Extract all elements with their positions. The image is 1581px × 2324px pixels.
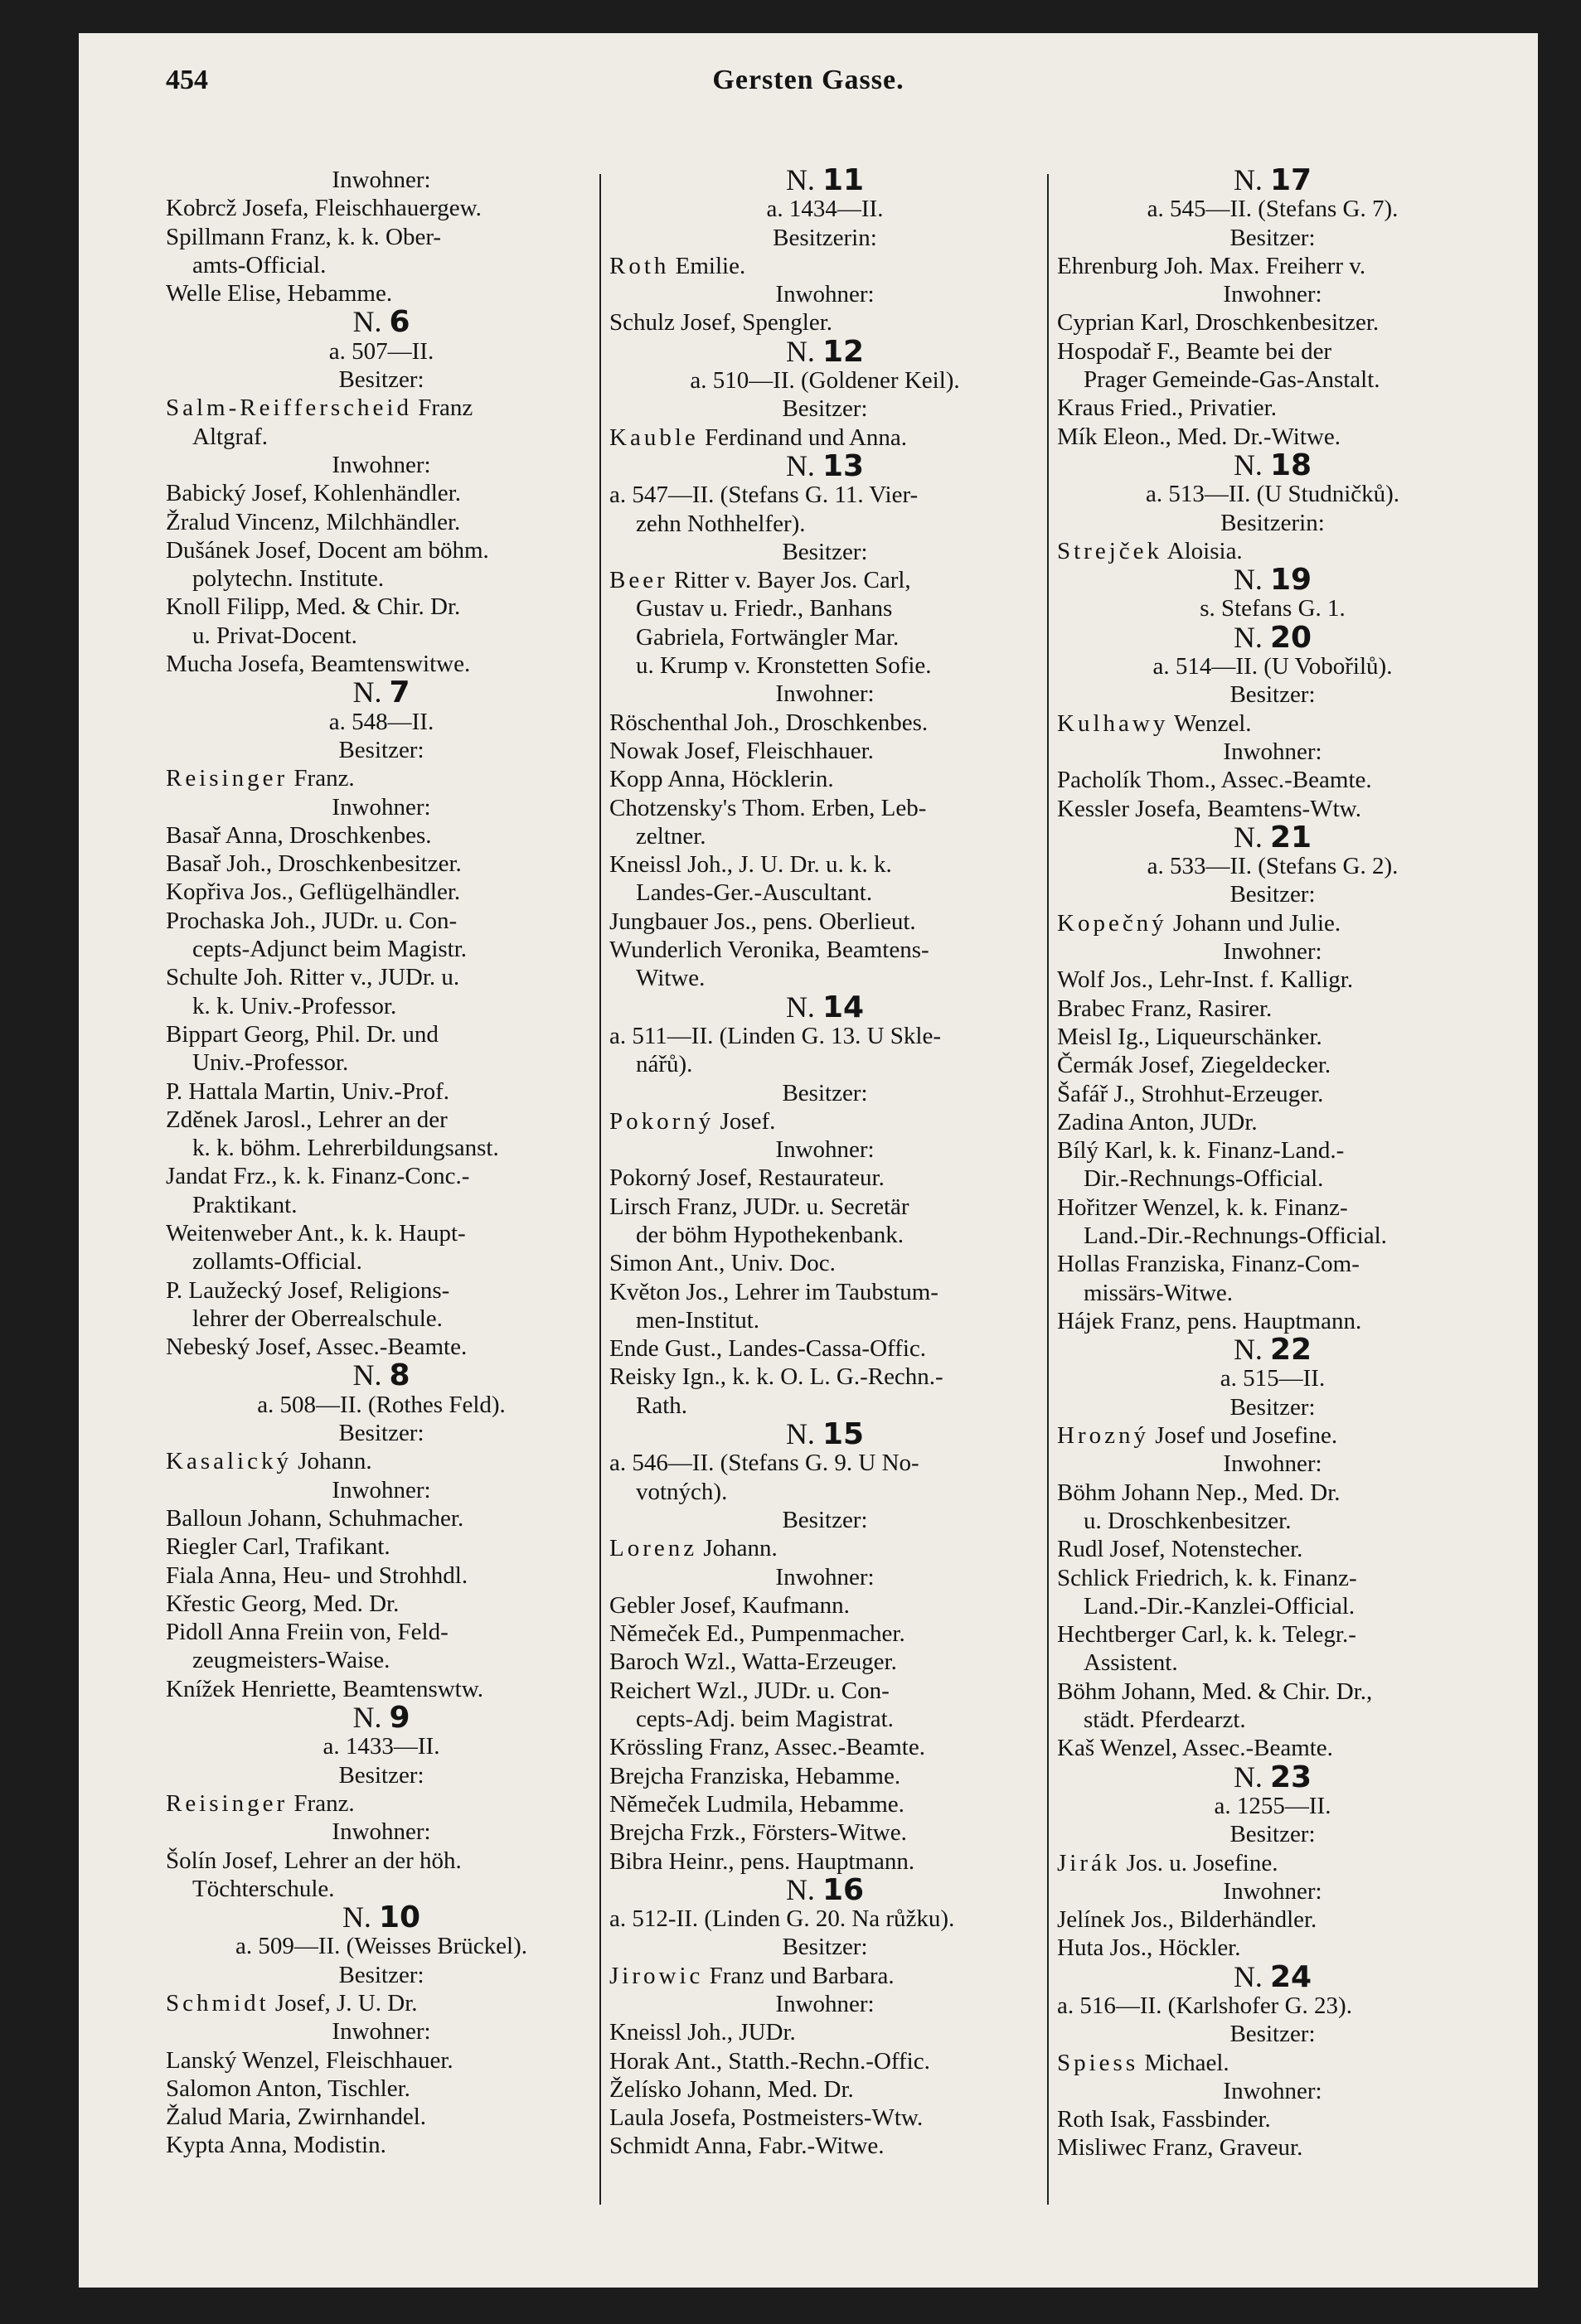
column-divider — [599, 174, 601, 2205]
house-number-heading — [166, 678, 597, 707]
section-label: Inwohner: — [775, 1563, 875, 1590]
house-number-prefix: N. — [352, 678, 382, 708]
section-label: Inwohner: — [775, 281, 875, 308]
owner-entry — [609, 1107, 1040, 1135]
owner-name: Roth — [609, 252, 670, 279]
entry-continuation: Prager Gemeinde-Gas-Anstalt. — [1084, 366, 1380, 394]
resident-entry: Bibra Heinr., pens. Hauptmann. — [609, 1847, 915, 1875]
entry-continuation: zeugmeisters-Waise. — [192, 1647, 390, 1674]
entry-continuation: missärs-Witwe. — [1084, 1279, 1234, 1306]
entry-continuation: k. k. Univ.-Professor. — [192, 992, 397, 1019]
resident-entry: Wolf Jos., Lehr-Inst. f. Kalligr. — [1057, 966, 1354, 994]
house-number-prefix: N. — [1233, 565, 1263, 595]
house-number-value: 22 — [1269, 1335, 1312, 1365]
resident-entry: Böhm Johann Nep., Med. Dr. — [1057, 1479, 1341, 1506]
resident-entry: Salomon Anton, Tischler. — [166, 2075, 410, 2102]
house-number-prefix: N. — [1233, 166, 1263, 196]
column-middle — [609, 166, 1040, 2161]
house-number-prefix: N. — [785, 1875, 815, 1905]
house-number-value: 21 — [1269, 822, 1312, 853]
resident-entry: Kneissl Joh., JUDr. — [609, 2019, 796, 2046]
owner-detail: Johann. — [291, 1448, 372, 1475]
resident-entry: Hechtberger Carl, k. k. Telegr.- — [1057, 1621, 1356, 1649]
resident-entry: a. 546—II. (Stefans G. 9. U No- — [609, 1450, 919, 1477]
owner-name: Pokorný — [609, 1107, 715, 1135]
section-label: Besitzer: — [782, 538, 868, 565]
entry-continuation: u. Privat-Docent. — [192, 622, 357, 649]
owner-name: Lorenz — [609, 1535, 698, 1562]
owner-entry — [166, 1447, 597, 1475]
house-number-prefix: N. — [785, 1420, 815, 1450]
resident-entry: P. Hattala Martin, Univ.-Prof. — [166, 1077, 450, 1105]
entry-continuation: Landes-Ger.-Auscultant. — [636, 879, 873, 907]
house-number-heading — [609, 337, 1040, 366]
house-number-heading — [1057, 823, 1488, 852]
owner-detail: Johann und Julie. — [1166, 909, 1341, 937]
house-number-value: 24 — [1269, 1962, 1312, 1992]
house-number-prefix: N. — [1233, 450, 1263, 481]
resident-entry: Röschenthal Joh., Droschkenbes. — [609, 709, 929, 736]
house-number-prefix: N. — [352, 307, 382, 337]
section-label: a. 548—II. — [328, 708, 434, 735]
resident-entry: Hořitzer Wenzel, k. k. Finanz- — [1057, 1193, 1348, 1221]
section-label: Besitzer: — [338, 1761, 424, 1789]
resident-entry: Zadina Anton, JUDr. — [1057, 1108, 1258, 1135]
house-number-heading — [1057, 166, 1488, 195]
resident-entry: Horak Ant., Statth.-Rechn.-Offic. — [609, 2047, 930, 2075]
entry-continuation: polytechn. Institute. — [192, 565, 385, 593]
resident-entry: Brejcha Franziska, Hebamme. — [609, 1762, 901, 1789]
resident-entry: Ehrenburg Joh. Max. Freiherr v. — [1057, 252, 1366, 279]
entry-continuation: men-Institut. — [636, 1306, 760, 1334]
page — [79, 33, 1538, 2288]
entry-continuation: Töchterschule. — [192, 1875, 335, 1902]
entry-continuation: k. k. böhm. Lehrerbildungsanst. — [192, 1135, 499, 1162]
entry-continuation: Univ.-Professor. — [192, 1049, 349, 1077]
owner-entry — [1057, 537, 1488, 565]
entry-continuation: städt. Pferdearzt. — [1084, 1707, 1246, 1734]
section-label: a. 507—II. — [328, 337, 434, 365]
section-label: s. Stefans G. 1. — [1200, 595, 1346, 622]
resident-entry: Jungbauer Jos., pens. Oberlieut. — [609, 908, 916, 935]
owner-entry — [1057, 2049, 1488, 2077]
resident-entry: Lirsch Franz, JUDr. u. Secretär — [609, 1193, 909, 1220]
resident-entry: Žralud Vincenz, Milchhändler. — [166, 508, 461, 535]
house-number-heading — [1057, 451, 1488, 480]
page-number: 454 — [166, 65, 208, 95]
owner-name: Salm-Reifferscheid — [166, 395, 412, 422]
section-label: Besitzer: — [1229, 1821, 1316, 1848]
resident-entry: Kobrcž Josefa, Fleischhauergew. — [166, 195, 482, 222]
entry-continuation: cepts-Adj. beim Magistrat. — [636, 1706, 894, 1733]
house-number-value: 15 — [822, 1420, 865, 1450]
house-number-heading — [609, 1876, 1040, 1905]
resident-entry: Jandat Frz., k. k. Finanz-Conc.- — [166, 1163, 470, 1190]
section-label: Besitzer: — [1229, 224, 1316, 251]
page-header — [79, 65, 1538, 106]
owner-detail: Aloisia. — [1162, 537, 1243, 564]
house-number-value: 18 — [1269, 450, 1312, 481]
house-number-value: 11 — [822, 166, 865, 196]
resident-entry: Němeček Ludmila, Hebamme. — [609, 1790, 904, 1818]
house-number-heading — [1057, 1335, 1488, 1364]
owner-entry — [1057, 709, 1488, 738]
resident-entry: Šafář J., Strohhut-Erzeuger. — [1057, 1080, 1324, 1107]
entry-continuation: Gabriela, Fortwängler Mar. — [636, 623, 900, 651]
resident-entry: Huta Jos., Höckler. — [1057, 1934, 1241, 1962]
resident-entry: Baroch Wzl., Watta-Erzeuger. — [609, 1649, 897, 1676]
page-title: Gersten Gasse. — [712, 65, 904, 95]
section-label: a. 509—II. (Weisses Brückel). — [235, 1933, 527, 1960]
entry-continuation: der böhm Hypothekenbank. — [636, 1221, 904, 1248]
resident-entry: a. 511—II. (Linden G. 13. U Skle- — [609, 1022, 942, 1049]
house-number-value: 16 — [822, 1875, 865, 1905]
house-number-heading — [166, 1361, 597, 1390]
house-number-prefix: N. — [352, 1361, 382, 1391]
section-label: Besitzer: — [782, 1506, 868, 1533]
section-label: Inwohner: — [1223, 1877, 1322, 1905]
resident-entry: Reichert Wzl., JUDr. u. Con- — [609, 1677, 890, 1704]
section-label: Besitzer: — [338, 1961, 424, 1988]
house-number-heading — [1057, 1763, 1488, 1792]
section-label: Inwohner: — [332, 167, 431, 193]
house-number-value: 19 — [1269, 565, 1312, 595]
section-label: a. 513—II. (U Studničků). — [1145, 481, 1400, 508]
resident-entry: Mík Eleon., Med. Dr.-Witwe. — [1057, 423, 1341, 450]
resident-entry: a. 516—II. (Karlshofer G. 23). — [1057, 1992, 1352, 2019]
resident-entry: Wunderlich Veronika, Beamtens- — [609, 937, 929, 964]
owner-name: Reisinger — [166, 765, 289, 792]
section-label: Besitzer: — [1229, 2021, 1316, 2048]
house-number-value: 17 — [1269, 166, 1312, 196]
resident-entry: Pidoll Anna Freiin von, Feld- — [166, 1619, 449, 1646]
house-number-value: 23 — [1269, 1762, 1312, 1792]
entry-continuation: amts-Official. — [192, 251, 327, 278]
house-number-value: 6 — [389, 307, 410, 337]
section-label: a. 1434—II. — [766, 196, 884, 223]
owner-entry — [1057, 909, 1488, 937]
section-label: Besitzer: — [338, 366, 424, 394]
resident-entry: Rudl Josef, Notenstecher. — [1057, 1536, 1303, 1563]
column-left — [166, 166, 597, 2160]
resident-entry: Basař Anna, Droschkenbes. — [166, 821, 432, 849]
entry-continuation: Land.-Dir.-Rechnungs-Official. — [1084, 1222, 1387, 1249]
section-label: Inwohner: — [775, 1991, 875, 2017]
section-label: Besitzer: — [1229, 1393, 1316, 1421]
section-label: Inwohner: — [332, 1818, 431, 1846]
owner-detail: Wenzel. — [1168, 709, 1252, 737]
resident-entry: Knoll Filipp, Med. & Chir. Dr. — [166, 593, 461, 621]
section-label: Inwohner: — [775, 1136, 875, 1164]
resident-entry: Böhm Johann, Med. & Chir. Dr., — [1057, 1678, 1373, 1705]
owner-name: Reisinger — [166, 1789, 289, 1817]
resident-entry: Basař Joh., Droschkenbesitzer. — [166, 850, 462, 878]
resident-entry: Schulz Josef, Spengler. — [609, 309, 833, 336]
house-number-prefix: N. — [352, 1703, 382, 1733]
owner-detail: Josef. — [714, 1107, 776, 1135]
owner-entry — [166, 764, 597, 792]
resident-entry: Schmidt Anna, Fabr.-Witwe. — [609, 2133, 885, 2160]
entry-continuation: lehrer der Oberrealschule. — [192, 1305, 443, 1332]
resident-entry: Welle Elise, Hebamme. — [166, 280, 393, 307]
section-label: Inwohner: — [332, 2018, 431, 2046]
resident-entry: P. Laužecký Josef, Religions- — [166, 1276, 450, 1304]
house-number-heading — [166, 307, 597, 336]
owner-entry — [609, 252, 1040, 280]
house-number-value: 8 — [389, 1361, 410, 1391]
resident-entry: Simon Ant., Univ. Doc. — [609, 1250, 836, 1277]
resident-entry: Roth Isak, Fassbinder. — [1057, 2106, 1271, 2133]
owner-detail: Ritter v. Bayer Jos. Carl, — [667, 567, 911, 594]
owner-name: Kopečný — [1057, 909, 1167, 937]
owner-detail: Michael. — [1138, 2049, 1229, 2076]
resident-entry: Knížek Henriette, Beamtenswtw. — [166, 1675, 484, 1702]
entry-continuation: Witwe. — [636, 965, 706, 992]
section-label: a. 545—II. (Stefans G. 7). — [1147, 196, 1399, 223]
section-label: a. 1433—II. — [323, 1733, 440, 1760]
house-number-prefix: N. — [785, 336, 815, 367]
resident-entry: Žalud Maria, Zwirnhandel. — [166, 2104, 427, 2131]
entry-continuation: zeltner. — [636, 822, 706, 850]
entry-continuation: u. Droschkenbesitzer. — [1084, 1507, 1292, 1534]
owner-entry — [166, 1989, 597, 2017]
resident-entry: Němeček Ed., Pumpenmacher. — [609, 1620, 905, 1648]
owner-name: Kulhawy — [1057, 709, 1169, 737]
column-right — [1057, 166, 1488, 2162]
section-label: a. 508—II. (Rothes Feld). — [257, 1391, 506, 1418]
section-label: Inwohner: — [332, 451, 431, 478]
resident-entry: Zděnek Jarosl., Lehrer an der — [166, 1106, 448, 1133]
resident-entry: Květon Jos., Lehrer im Taubstum- — [609, 1278, 938, 1305]
resident-entry: Reisky Ign., k. k. O. L. G.-Rechn.- — [609, 1363, 943, 1391]
owner-name: Kasalický — [166, 1448, 292, 1475]
resident-entry: Kopřiva Jos., Geflügelhändler. — [166, 879, 461, 906]
house-number-heading — [166, 1903, 597, 1932]
owner-detail: Franz. — [288, 765, 355, 792]
resident-entry: Kessler Josefa, Beamtens-Wtw. — [1057, 795, 1361, 822]
owner-name: Beer — [609, 567, 668, 594]
owner-detail: Johann. — [697, 1535, 778, 1562]
section-label: Besitzer: — [1229, 681, 1316, 709]
resident-entry: Gebler Josef, Kaufmann. — [609, 1591, 850, 1619]
section-label: Besitzer: — [338, 736, 424, 763]
resident-entry: Meisl Ig., Liqueurschänker. — [1057, 1023, 1322, 1050]
resident-entry: Hollas Franziska, Finanz-Com- — [1057, 1251, 1360, 1278]
owner-name: Hrozný — [1057, 1422, 1149, 1450]
section-label: a. 514—II. (U Vobořilů). — [1152, 653, 1393, 680]
section-label: Besitzerin: — [1220, 509, 1325, 536]
entry-continuation: Assistent. — [1084, 1649, 1178, 1677]
owner-detail: Josef und Josefine. — [1148, 1422, 1338, 1450]
house-number-prefix: N. — [1233, 822, 1263, 853]
resident-entry: Nebeský Josef, Assec.-Beamte. — [166, 1334, 468, 1361]
resident-entry: Pokorný Josef, Restaurateur. — [609, 1164, 885, 1192]
section-label: Inwohner: — [332, 793, 431, 821]
resident-entry: Krössling Franz, Assec.-Beamte. — [609, 1734, 925, 1761]
house-number-prefix: N. — [1233, 1962, 1263, 1992]
owner-entry — [609, 1962, 1040, 1990]
resident-entry: Šolín Josef, Lehrer an der höh. — [166, 1847, 462, 1874]
resident-entry: Cyprian Karl, Droschkenbesitzer. — [1057, 309, 1380, 336]
house-number-value: 10 — [378, 1903, 421, 1933]
owner-name: Strejček — [1057, 537, 1163, 564]
resident-entry: Bippart Georg, Phil. Dr. und — [166, 1020, 439, 1048]
owner-name: Kauble — [609, 424, 699, 451]
resident-entry: Schulte Joh. Ritter v., JUDr. u. — [166, 964, 460, 991]
owner-name: Spiess — [1057, 2049, 1139, 2076]
resident-entry: Babický Josef, Kohlenhändler. — [166, 480, 461, 507]
house-number-value: 13 — [822, 451, 865, 482]
resident-entry: Riegler Carl, Trafikant. — [166, 1533, 390, 1561]
resident-entry: Čermák Josef, Ziegeldecker. — [1057, 1052, 1331, 1079]
resident-entry: Pacholík Thom., Assec.-Beamte. — [1057, 767, 1372, 794]
owner-detail: Jos. u. Josefine. — [1120, 1849, 1278, 1876]
section-label: Besitzer: — [338, 1420, 424, 1447]
section-label: Besitzer: — [782, 1934, 868, 1961]
house-number-heading — [609, 1420, 1040, 1449]
house-number-prefix: N. — [1233, 1762, 1263, 1792]
section-label: a. 1255—II. — [1214, 1792, 1331, 1819]
resident-entry: Hospodař F., Beamte bei der — [1057, 337, 1332, 365]
owner-detail: Emilie. — [669, 252, 746, 279]
house-number-prefix: N. — [342, 1903, 371, 1933]
resident-entry: Bílý Karl, k. k. Finanz-Land.- — [1057, 1137, 1345, 1164]
resident-entry: Misliwec Franz, Graveur. — [1057, 2134, 1303, 2162]
entry-continuation: Rath. — [636, 1392, 688, 1419]
resident-entry: Kraus Fried., Privatier. — [1057, 395, 1277, 422]
resident-entry: Kopp Anna, Höcklerin. — [609, 766, 834, 793]
house-number-prefix: N. — [785, 451, 815, 482]
resident-entry: Laula Josefa, Postmeisters-Wtw. — [609, 2104, 924, 2132]
resident-entry: Želísko Johann, Med. Dr. — [609, 2075, 854, 2103]
entry-continuation: zollamts-Official. — [192, 1248, 362, 1276]
house-number-heading — [1057, 1963, 1488, 1992]
house-number-heading — [609, 993, 1040, 1022]
house-number-value: 20 — [1269, 622, 1312, 653]
house-number-heading — [609, 452, 1040, 481]
house-number-prefix: N. — [1233, 1335, 1263, 1365]
entry-continuation: Gustav u. Friedr., Banhans — [636, 595, 893, 622]
entry-continuation: Altgraf. — [192, 423, 268, 450]
house-number-heading — [609, 166, 1040, 195]
section-label: Inwohner: — [1223, 1450, 1322, 1478]
entry-continuation: Land.-Dir.-Kanzlei-Official. — [1084, 1592, 1355, 1620]
resident-entry: Brabec Franz, Rasirer. — [1057, 995, 1273, 1022]
section-label: Inwohner: — [1223, 2077, 1322, 2104]
owner-name: Jirák — [1057, 1849, 1121, 1876]
entry-continuation: zehn Nothhelfer). — [636, 510, 806, 537]
house-number-prefix: N. — [1233, 622, 1263, 653]
entry-continuation: u. Krump v. Kronstetten Sofie. — [636, 652, 932, 680]
section-label: Inwohner: — [1223, 738, 1322, 765]
resident-entry: Lanský Wenzel, Fleischhauer. — [166, 2046, 453, 2074]
section-label: Besitzer: — [1229, 881, 1316, 908]
section-label: Besitzerin: — [773, 224, 877, 251]
resident-entry: Křestic Georg, Med. Dr. — [166, 1590, 400, 1617]
resident-entry: Kypta Anna, Modistin. — [166, 2132, 386, 2159]
owner-entry — [609, 566, 1040, 594]
resident-entry: Mucha Josefa, Beamtenswitwe. — [166, 651, 471, 678]
resident-entry: Dušánek Josef, Docent am böhm. — [166, 536, 489, 564]
section-label: Inwohner: — [1223, 281, 1322, 308]
owner-detail: Franz — [411, 395, 473, 422]
owner-entry — [609, 1534, 1040, 1562]
house-number-value: 12 — [822, 336, 865, 367]
owner-entry — [166, 1789, 597, 1818]
resident-entry: Brejcha Frzk., Försters-Witwe. — [609, 1819, 907, 1847]
owner-entry — [166, 394, 597, 422]
entry-continuation: votných). — [636, 1478, 728, 1505]
owner-name: Schmidt — [166, 1990, 269, 2017]
owner-detail: Franz und Barbara. — [703, 1962, 895, 1989]
resident-entry: Kneissl Joh., J. U. Dr. u. k. k. — [609, 851, 892, 879]
entry-continuation: cepts-Adjunct beim Magistr. — [192, 936, 468, 963]
resident-entry: Weitenweber Ant., k. k. Haupt- — [166, 1219, 466, 1247]
column-divider — [1047, 174, 1049, 2205]
owner-detail: Franz. — [288, 1789, 355, 1817]
house-number-value: 7 — [389, 678, 410, 708]
owner-entry — [609, 424, 1040, 452]
house-number-prefix: N. — [785, 992, 815, 1022]
section-label: Besitzer: — [782, 395, 868, 423]
section-label: Inwohner: — [1223, 938, 1322, 966]
resident-entry: Prochaska Joh., JUDr. u. Con- — [166, 907, 458, 934]
owner-name: Jirowic — [609, 1962, 704, 1989]
resident-entry: Fiala Anna, Heu- und Strohhdl. — [166, 1561, 468, 1589]
resident-entry: Nowak Josef, Fleischhauer. — [609, 737, 874, 764]
entry-continuation: Praktikant. — [192, 1191, 298, 1218]
resident-entry: Schlick Friedrich, k. k. Finanz- — [1057, 1564, 1357, 1591]
house-number-value: 9 — [389, 1703, 410, 1733]
owner-detail: Ferdinand und Anna. — [698, 424, 908, 451]
entry-continuation: Dir.-Rechnungs-Official. — [1084, 1165, 1324, 1193]
resident-entry: a. 547—II. (Stefans G. 11. Vier- — [609, 482, 919, 509]
entry-continuation: nářů). — [636, 1051, 693, 1078]
owner-entry — [1057, 1421, 1488, 1450]
resident-entry: Jelínek Jos., Bilderhändler. — [1057, 1906, 1317, 1934]
resident-entry: Ende Gust., Landes-Cassa-Offic. — [609, 1335, 926, 1363]
resident-entry: a. 512-II. (Linden G. 20. Na růžku). — [609, 1905, 955, 1933]
house-number-heading — [1057, 623, 1488, 652]
section-label: a. 533—II. (Stefans G. 2). — [1147, 853, 1399, 880]
resident-entry: Balloun Johann, Schuhmacher. — [166, 1504, 464, 1532]
resident-entry: Spillmann Franz, k. k. Ober- — [166, 223, 442, 250]
section-label: Inwohner: — [775, 680, 875, 708]
house-number-heading — [166, 1703, 597, 1732]
owner-entry — [1057, 1849, 1488, 1877]
house-number-value: 14 — [822, 992, 865, 1022]
section-label: Besitzer: — [782, 1079, 868, 1106]
section-label: a. 515—II. — [1220, 1365, 1326, 1392]
house-number-prefix: N. — [785, 166, 815, 196]
section-label: a. 510—II. (Goldener Keil). — [690, 367, 960, 395]
resident-entry: Chotzensky's Thom. Erben, Leb- — [609, 794, 927, 821]
owner-detail: Josef, J. U. Dr. — [269, 1990, 418, 2017]
resident-entry: Hájek Franz, pens. Hauptmann. — [1057, 1307, 1362, 1334]
section-label: Inwohner: — [332, 1476, 431, 1503]
house-number-heading — [1057, 565, 1488, 594]
resident-entry: Kaš Wenzel, Assec.-Beamte. — [1057, 1735, 1333, 1762]
